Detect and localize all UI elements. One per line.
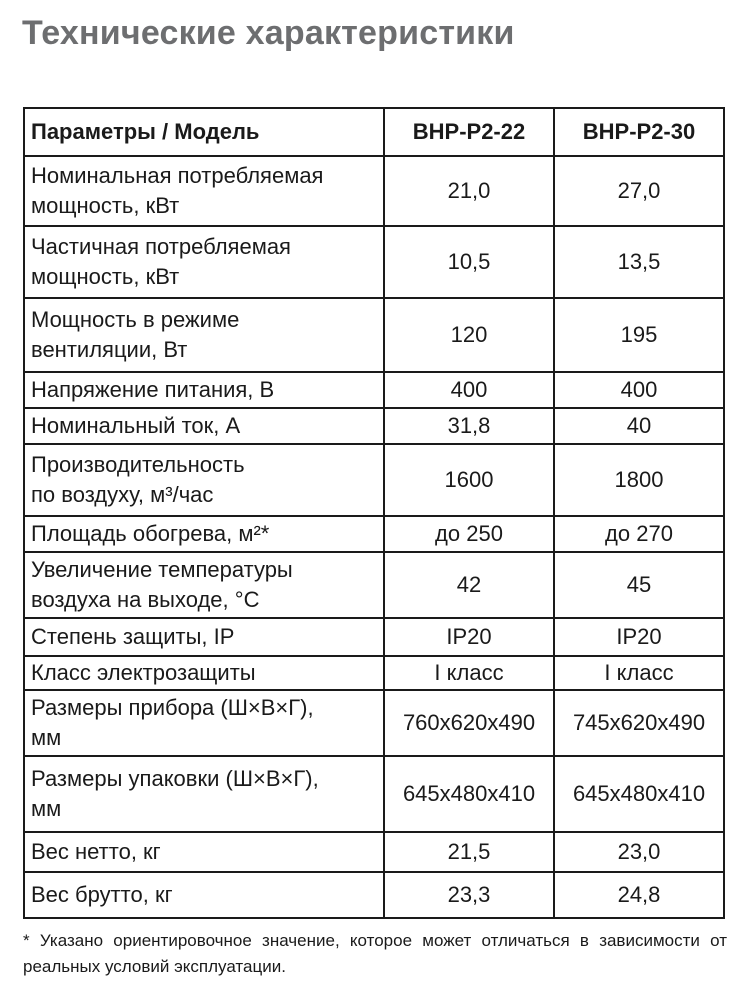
value-cell-model-1: 21,0 <box>384 156 554 226</box>
param-line: Номинальная потребляемая <box>31 163 324 188</box>
param-cell <box>24 298 384 372</box>
value-cell-model-1: 645х480х410 <box>384 756 554 832</box>
table-row <box>24 690 724 756</box>
table-row <box>24 444 724 516</box>
param-line: Частичная потребляемая <box>31 234 291 259</box>
param-line: мощность, кВт <box>31 193 180 218</box>
value-cell-model-2: 13,5 <box>554 226 724 298</box>
param-cell <box>24 444 384 516</box>
value-cell-model-2: 23,0 <box>554 832 724 872</box>
value-cell-model-2: IP20 <box>554 618 724 656</box>
value-cell-model-2: до 270 <box>554 516 724 552</box>
param-line: мм <box>31 796 62 821</box>
value-cell-model-1: 120 <box>384 298 554 372</box>
table-row <box>24 656 724 690</box>
param-line: Номинальный ток, А <box>31 413 241 438</box>
value-cell-model-2: 40 <box>554 408 724 444</box>
table-row <box>24 372 724 408</box>
table-row <box>24 756 724 832</box>
param-line: Увеличение температуры <box>31 557 293 582</box>
header-model-1: BHP-P2-22 <box>384 108 554 156</box>
param-cell <box>24 408 384 444</box>
table-header-row <box>24 108 724 156</box>
value-cell-model-2: I класс <box>554 656 724 690</box>
param-line: вентиляции, Вт <box>31 337 188 362</box>
param-line: Степень защиты, IP <box>31 624 235 649</box>
value-cell-model-1: 760х620х490 <box>384 690 554 756</box>
param-line: мощность, кВт <box>31 264 180 289</box>
param-line: Размеры упаковки (Ш×В×Г), <box>31 766 319 791</box>
param-line: Производительность <box>31 452 245 477</box>
param-line: Площадь обогрева, м²* <box>31 521 270 546</box>
value-cell-model-1: 10,5 <box>384 226 554 298</box>
page-title: Технические характеристики <box>22 14 515 52</box>
param-cell <box>24 690 384 756</box>
table-row <box>24 408 724 444</box>
param-cell <box>24 372 384 408</box>
value-cell-model-1: 31,8 <box>384 408 554 444</box>
param-line: Напряжение питания, В <box>31 377 275 402</box>
value-cell-model-1: до 250 <box>384 516 554 552</box>
footnote: * Указано ориентировочное значение, которое может отличаться в зависимости от реальных условий эксплуатации. <box>23 931 727 976</box>
param-cell <box>24 516 384 552</box>
table-row <box>24 516 724 552</box>
value-cell-model-2: 745х620х490 <box>554 690 724 756</box>
spec-table <box>23 107 725 919</box>
param-line: по воздуху, м³/час <box>31 482 214 507</box>
value-cell-model-1: 23,3 <box>384 872 554 918</box>
value-cell-model-1: I класс <box>384 656 554 690</box>
table-row <box>24 552 724 618</box>
param-line: Мощность в режиме <box>31 307 240 332</box>
table-row <box>24 298 724 372</box>
value-cell-model-1: 400 <box>384 372 554 408</box>
param-line: мм <box>31 725 62 750</box>
value-cell-model-1: 42 <box>384 552 554 618</box>
table-row <box>24 832 724 872</box>
param-line: Вес брутто, кг <box>31 882 173 907</box>
param-line: Размеры прибора (Ш×В×Г), <box>31 695 314 720</box>
param-line: Вес нетто, кг <box>31 839 161 864</box>
param-line: воздуха на выходе, °С <box>31 587 260 612</box>
param-cell <box>24 226 384 298</box>
value-cell-model-2: 24,8 <box>554 872 724 918</box>
value-cell-model-2: 1800 <box>554 444 724 516</box>
param-cell <box>24 756 384 832</box>
value-cell-model-2: 645х480х410 <box>554 756 724 832</box>
value-cell-model-1: IP20 <box>384 618 554 656</box>
header-param: Параметры / Модель <box>24 108 384 156</box>
param-cell <box>24 872 384 918</box>
value-cell-model-2: 195 <box>554 298 724 372</box>
value-cell-model-1: 21,5 <box>384 832 554 872</box>
table-row <box>24 618 724 656</box>
param-cell <box>24 156 384 226</box>
value-cell-model-1: 1600 <box>384 444 554 516</box>
table-row <box>24 156 724 226</box>
header-model-2: BHP-P2-30 <box>554 108 724 156</box>
param-cell <box>24 656 384 690</box>
value-cell-model-2: 45 <box>554 552 724 618</box>
value-cell-model-2: 400 <box>554 372 724 408</box>
param-cell <box>24 832 384 872</box>
value-cell-model-2: 27,0 <box>554 156 724 226</box>
param-line: Класс электрозащиты <box>31 660 256 685</box>
param-cell <box>24 552 384 618</box>
table-row <box>24 226 724 298</box>
table-row <box>24 872 724 918</box>
param-cell <box>24 618 384 656</box>
